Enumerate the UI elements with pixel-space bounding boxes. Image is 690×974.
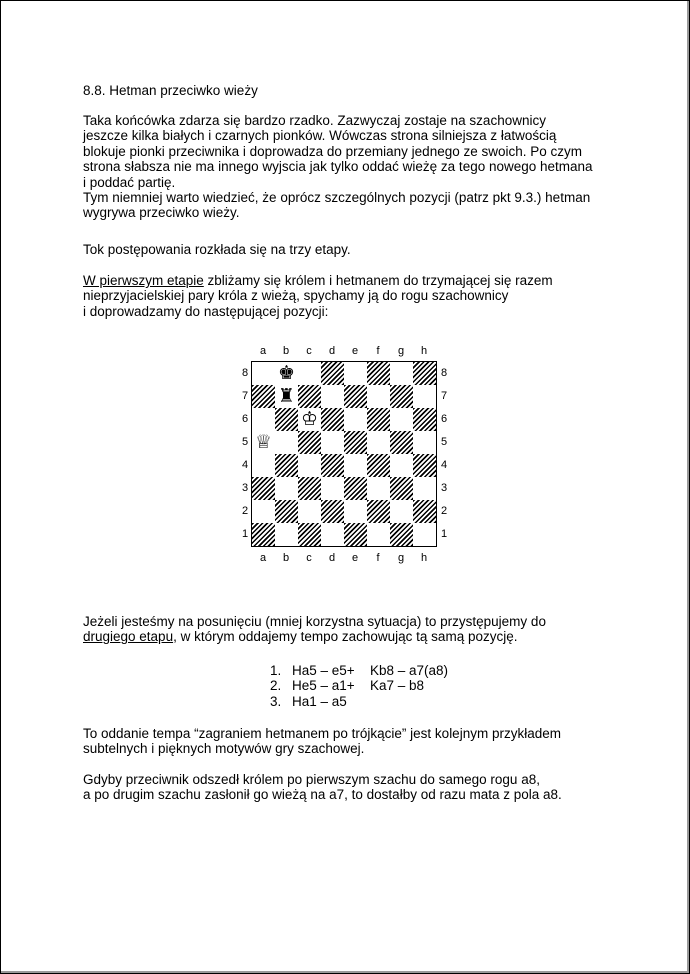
- file-label-bottom-g: g: [397, 552, 405, 564]
- square-e7: [344, 385, 367, 408]
- first-stage-underlined: W pierwszym etapie: [83, 273, 204, 288]
- square-d2: [321, 500, 344, 523]
- first-stage-paragraph: [83, 273, 553, 319]
- tempo-paragraph: To oddanie tempa “zagraniem hetmanem po trójkącie” jest kolejnym przykładem subtelnych i pięknych motywów gry szachowej.: [83, 726, 561, 757]
- file-label-top-a: a: [259, 345, 267, 357]
- file-label-bottom-d: d: [328, 552, 336, 564]
- square-d6: [321, 408, 344, 431]
- rank-label-right-3: 3: [440, 482, 448, 494]
- move-item: [270, 694, 448, 709]
- square-f5: [367, 431, 390, 454]
- square-a4: [252, 454, 275, 477]
- chess-board: [251, 361, 437, 547]
- rank-label-right-5: 5: [440, 436, 448, 448]
- white-queen-icon: ♕: [252, 431, 275, 454]
- rank-label-right-6: 6: [440, 413, 448, 425]
- rank-label-left-5: 5: [241, 436, 249, 448]
- rank-label-right-4: 4: [440, 459, 448, 471]
- black-rook-icon: ♜: [275, 385, 298, 408]
- file-label-top-b: b: [282, 345, 290, 357]
- stages-paragraph: Tok postępowania rozkłada się na trzy etapy.: [83, 242, 351, 257]
- square-g1: [390, 523, 413, 546]
- file-label-top-c: c: [306, 345, 312, 357]
- move-number: 2.: [270, 678, 282, 694]
- square-g7: [390, 385, 413, 408]
- square-h6: [413, 408, 436, 431]
- white-king-icon: ♔: [298, 408, 321, 431]
- first-stage-text: zbliżamy się królem i hetmanem do trzymającej się razem nieprzyjacielskiej pary króla z wieżą, spychamy ją do rogu szachownicy i doprowadzamy do następującej pozycji:: [83, 273, 553, 319]
- square-h5: [413, 431, 436, 454]
- square-d7: [321, 385, 344, 408]
- file-label-top-d: d: [328, 345, 336, 357]
- move-number: 3.: [270, 693, 282, 709]
- move-number: 1.: [270, 663, 282, 678]
- file-label-bottom-c: c: [306, 552, 312, 564]
- square-h3: [413, 477, 436, 500]
- rank-label-right-8: 8: [440, 367, 448, 379]
- file-label-bottom-a: a: [259, 552, 267, 564]
- black-king-icon: ♚: [275, 362, 298, 385]
- square-f4: [367, 454, 390, 477]
- square-e4: [344, 454, 367, 477]
- file-label-bottom-e: e: [351, 552, 359, 564]
- square-a1: [252, 523, 275, 546]
- rank-label-right-1: 1: [440, 528, 448, 540]
- square-g8: [390, 362, 413, 385]
- square-g2: [390, 500, 413, 523]
- square-f8: [367, 362, 390, 385]
- move-white: Ha1 – a5: [292, 693, 347, 709]
- square-a3: [252, 477, 275, 500]
- second-stage-text: , w którym oddajemy tempo zachowując tą samą pozycję.: [173, 629, 518, 645]
- square-f6: [367, 408, 390, 431]
- square-e8: [344, 362, 367, 385]
- second-stage-line1: Jeżeli jesteśmy na posunięciu (mniej korzystna sytuacja) to przystępujemy do: [83, 614, 546, 629]
- square-f3: [367, 477, 390, 500]
- rank-label-left-6: 6: [241, 413, 249, 425]
- conclusion-paragraph: Gdyby przeciwnik odszedł królem po pierwszym szachu do samego rogu a8, a po drugim szachu zasłonił go wieżą na a7, to dostałby od razu mata z pola a8.: [83, 772, 562, 803]
- square-f7: [367, 385, 390, 408]
- square-a6: [252, 408, 275, 431]
- section-heading: 8.8. Hetman przeciwko wieży: [83, 83, 258, 98]
- square-b1: [275, 523, 298, 546]
- move-black: Kb8 – a7(a8): [370, 663, 449, 678]
- square-c3: [298, 477, 321, 500]
- square-e5: [344, 431, 367, 454]
- square-g3: [390, 477, 413, 500]
- square-f2: [367, 500, 390, 523]
- rank-label-left-3: 3: [241, 482, 249, 494]
- rank-label-right-2: 2: [440, 505, 448, 517]
- move-white: Ha5 – e5+: [292, 663, 355, 678]
- rank-label-left-4: 4: [241, 459, 249, 471]
- square-a7: [252, 385, 275, 408]
- file-label-bottom-f: f: [376, 552, 380, 564]
- file-label-top-f: f: [376, 345, 380, 357]
- square-f1: [367, 523, 390, 546]
- square-g6: [390, 408, 413, 431]
- square-e3: [344, 477, 367, 500]
- square-d3: [321, 477, 344, 500]
- file-label-bottom-b: b: [282, 552, 290, 564]
- rank-label-right-7: 7: [440, 390, 448, 402]
- move-white: He5 – a1+: [292, 678, 355, 694]
- move-item: [270, 663, 448, 678]
- square-e2: [344, 500, 367, 523]
- square-c4: [298, 454, 321, 477]
- square-g5: [390, 431, 413, 454]
- square-h1: [413, 523, 436, 546]
- moves-list: [270, 663, 448, 709]
- rank-label-left-2: 2: [241, 505, 249, 517]
- file-label-top-h: h: [420, 345, 428, 357]
- square-h8: [413, 362, 436, 385]
- move-black: Ka7 – b8: [370, 678, 425, 694]
- square-c2: [298, 500, 321, 523]
- square-d5: [321, 431, 344, 454]
- rank-label-left-8: 8: [241, 367, 249, 379]
- square-c1: [298, 523, 321, 546]
- rank-label-left-7: 7: [241, 390, 249, 402]
- square-g4: [390, 454, 413, 477]
- square-b3: [275, 477, 298, 500]
- square-c8: [298, 362, 321, 385]
- square-h7: [413, 385, 436, 408]
- square-a8: [252, 362, 275, 385]
- square-b4: [275, 454, 298, 477]
- square-e6: [344, 408, 367, 431]
- square-h4: [413, 454, 436, 477]
- square-e1: [344, 523, 367, 546]
- file-label-bottom-h: h: [420, 552, 428, 564]
- square-a2: [252, 500, 275, 523]
- file-label-top-g: g: [397, 345, 405, 357]
- square-b5: [275, 431, 298, 454]
- square-b2: [275, 500, 298, 523]
- second-stage-paragraph: [83, 614, 546, 645]
- file-label-top-e: e: [351, 345, 359, 357]
- square-d4: [321, 454, 344, 477]
- rank-label-left-1: 1: [241, 528, 249, 540]
- intro-paragraph: Taka końcówka zdarza się bardzo rzadko. Zazwyczaj zostaje na szachownicy jeszcze kilka białych i czarnych pionków. Wówczas strona silniejsza z łatwością blokuje pionki przeciwnika i doprowadza do przemiany jednego ze swoich. Po czym strona słabsza nie ma innego wyjscia jak tylko oddać wieżę za tego nowego hetmana i poddać partię. Tym niemniej warto wiedzieć, że oprócz szczególnych pozycji (patrz pkt 9.3.) hetman wygrywa przeciwko wieży.: [83, 113, 593, 221]
- square-c5: [298, 431, 321, 454]
- square-c7: [298, 385, 321, 408]
- square-d8: [321, 362, 344, 385]
- second-stage-underlined: drugiego etapu: [83, 629, 174, 645]
- square-b6: [275, 408, 298, 431]
- move-item: [270, 678, 448, 693]
- square-d1: [321, 523, 344, 546]
- square-h2: [413, 500, 436, 523]
